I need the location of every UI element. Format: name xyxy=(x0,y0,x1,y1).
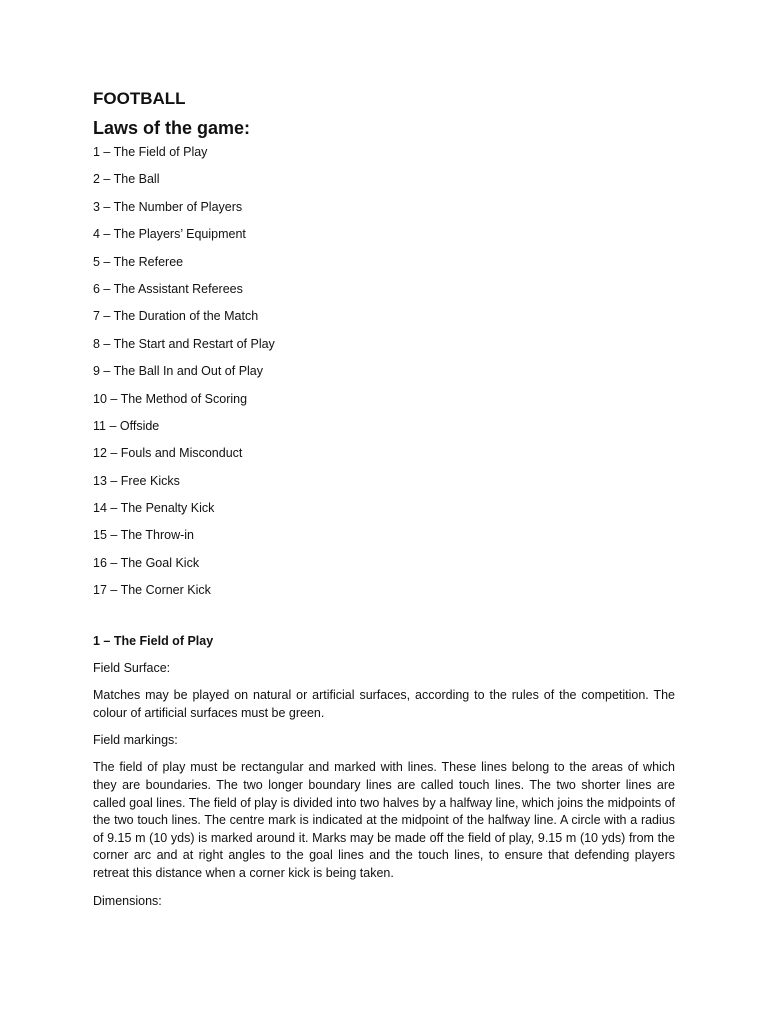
laws-list-item: 13 – Free Kicks xyxy=(93,473,180,488)
laws-list-item: 1 – The Field of Play xyxy=(93,145,208,159)
laws-list-item: 15 – The Throw-in xyxy=(93,528,194,543)
laws-list-item: 2 – The Ball xyxy=(93,172,160,187)
laws-list-item: 3 – The Number of Players xyxy=(93,199,243,214)
dimensions-label: Dimensions: xyxy=(93,893,162,908)
document-subtitle: Laws of the game: xyxy=(93,118,251,138)
laws-list-item: 8 – The Start and Restart of Play xyxy=(93,336,275,351)
laws-list-item: 10 – The Method of Scoring xyxy=(93,391,248,406)
field-markings-paragraph: The field of play must be rectangular and marked with lines. These lines belong to the areas of which they are boundaries. The two longer boundary lines are called touch lines. The two shorter lines are called goal lines. The field of play is divided into two halves by a halfway line, which joins the midpoints of the two touch lines. The centre mark is indicated at the midpoint of the halfway line. A circle with a radius of 9.15 m (10 yds) is marked around it. Marks may be made off the field of play, 9.15 m (10 yds) from the corner arc and at right angles to the goal lines and the touch lines, to ensure that defending players retreat this distance when a corner kick is being taken. xyxy=(93,760,675,880)
laws-list-item: 6 – The Assistant Referees xyxy=(93,281,243,296)
section-heading: 1 – The Field of Play xyxy=(93,634,214,649)
document-title: FOOTBALL xyxy=(93,89,186,108)
laws-list-item: 12 – Fouls and Misconduct xyxy=(93,446,243,461)
laws-list-item: 14 – The Penalty Kick xyxy=(93,501,215,516)
field-surface-label: Field Surface: xyxy=(93,661,171,676)
laws-list-item: 17 – The Corner Kick xyxy=(93,583,211,598)
laws-list-item: 4 – The Players’ Equipment xyxy=(93,227,246,242)
laws-list-item: 11 – Offside xyxy=(93,418,160,433)
document-body xyxy=(93,88,675,920)
field-surface-paragraph: Matches may be played on natural or artificial surfaces, according to the rules of the competition. The colour of artificial surfaces must be green. xyxy=(93,688,675,720)
laws-list-item: 5 – The Referee xyxy=(93,254,184,269)
field-markings-label: Field markings: xyxy=(93,733,178,748)
laws-list-item: 7 – The Duration of the Match xyxy=(93,309,259,324)
laws-list-item: 16 – The Goal Kick xyxy=(93,555,200,570)
laws-list xyxy=(93,144,675,599)
laws-list-item: 9 – The Ball In and Out of Play xyxy=(93,364,264,379)
